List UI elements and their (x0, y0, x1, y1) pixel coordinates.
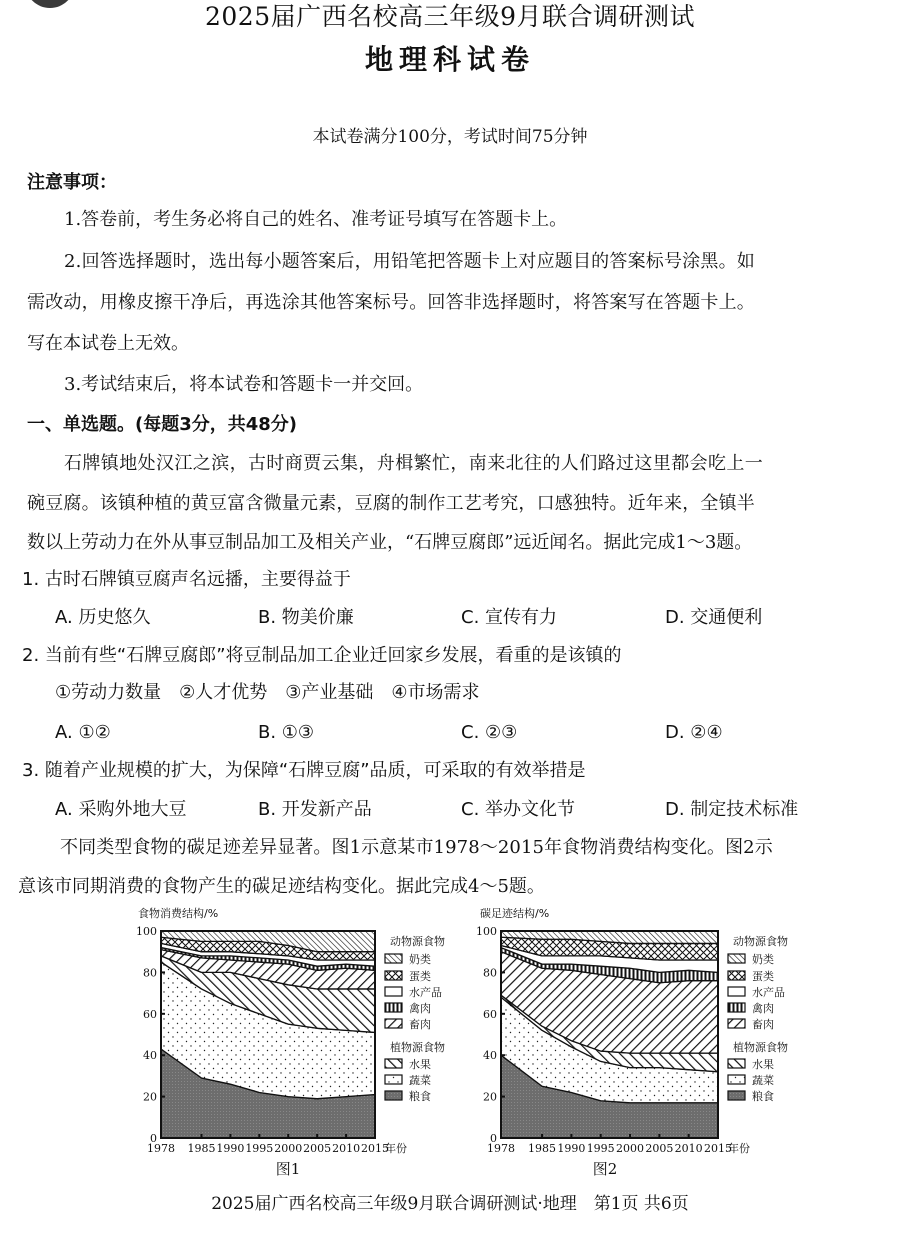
q2-option-b[interactable]: B. ①③ (258, 722, 315, 743)
legend-heading-plant: 植物源食物 (390, 1041, 445, 1054)
x-tick-label: 2015 (704, 1142, 732, 1155)
chart-figure-2 (476, 906, 788, 1178)
legend-swatch-grain (385, 1091, 402, 1100)
x-tick-label: 2010 (332, 1142, 361, 1155)
x-tick-label: 1995 (245, 1142, 274, 1155)
y-tick-label: 20 (143, 1090, 157, 1104)
figure-caption: 图2 (592, 1160, 618, 1178)
legend-label-fruit: 水果 (409, 1058, 431, 1071)
question-1-stem: 1. 古时石牌镇豆腐声名远播，主要得益于 (22, 569, 351, 590)
x-tick-label: 1978 (147, 1142, 175, 1155)
legend-heading-plant: 植物源食物 (733, 1041, 788, 1054)
exam-title: 2025届广西名校高三年级9月联合调研测试 (204, 2, 696, 31)
question-2-stem: 2. 当前有些“石牌豆腐郎”将豆制品加工企业迁回家乡发展，看重的是该镇的 (22, 645, 622, 666)
passage-1-line-3: 数以上劳动力在外从事豆制品加工及相关产业，“石牌豆腐郎”远近闻名。据此完成1～3题。 (27, 532, 753, 553)
legend-swatch-milk (385, 954, 402, 963)
legend-heading-animal: 动物源食物 (390, 935, 445, 948)
x-tick-label: 2015 (361, 1142, 389, 1155)
q2-option-c[interactable]: C. ②③ (461, 722, 518, 743)
notice-item-3: 3.考试结束后，将本试卷和答题卡一并交回。 (64, 374, 424, 395)
page-footer: 2025届广西名校高三年级9月联合调研测试·地理 第1页 共6页 (211, 1194, 689, 1214)
y-tick-label: 80 (483, 966, 497, 980)
x-tick-label: 2010 (674, 1142, 703, 1155)
y-axis-title: 食物消费结构/% (138, 907, 219, 920)
legend-label-vegetable: 蔬菜 (409, 1074, 431, 1087)
q3-option-b[interactable]: B. 开发新产品 (258, 799, 372, 820)
y-tick-label: 60 (483, 1007, 497, 1021)
y-tick-label: 100 (136, 925, 157, 938)
legend-swatch-grain (728, 1091, 745, 1100)
notice-item-1: 1.答卷前，考生务必将自己的姓名、准考证号填写在答题卡上。 (64, 209, 568, 230)
legend-swatch-livestock (385, 1019, 402, 1028)
question-3-stem: 3. 随着产业规模的扩大，为保障“石牌豆腐”品质，可采取的有效举措是 (22, 760, 586, 781)
exam-info: 本试卷满分100分，考试时间75分钟 (312, 127, 588, 147)
legend-swatch-aquatic (385, 987, 402, 996)
notice-heading: 注意事项： (27, 172, 117, 193)
q1-option-b[interactable]: B. 物美价廉 (258, 607, 354, 628)
legend-label-grain: 粮食 (752, 1090, 774, 1103)
legend-label-vegetable: 蔬菜 (752, 1074, 774, 1087)
charts-figure (0, 900, 900, 1190)
y-axis-title: 碳足迹结构/% (480, 907, 550, 920)
x-tick-label: 2005 (303, 1142, 332, 1155)
x-axis-title: 年份 (728, 1142, 750, 1155)
legend-swatch-fruit (728, 1059, 745, 1068)
legend-swatch-poultry (385, 1003, 402, 1012)
y-tick-label: 20 (483, 1090, 497, 1104)
legend-swatch-aquatic (728, 987, 745, 996)
legend-label-aquatic: 水产品 (409, 986, 442, 999)
q2-option-d[interactable]: D. ②④ (665, 722, 723, 743)
legend-label-aquatic: 水产品 (752, 986, 785, 999)
legend-label-fruit: 水果 (752, 1058, 774, 1071)
y-tick-label: 80 (143, 966, 157, 980)
question-2-choices: ①劳动力数量 ②人才优势 ③产业基础 ④市场需求 (55, 682, 480, 703)
x-tick-label: 2000 (274, 1142, 303, 1155)
legend-swatch-livestock (728, 1019, 745, 1028)
x-tick-label: 1990 (557, 1142, 586, 1155)
y-tick-label: 0 (490, 1132, 497, 1145)
x-tick-label: 2000 (616, 1142, 645, 1155)
legend-label-poultry: 禽肉 (752, 1002, 774, 1015)
chart-figure-1 (136, 906, 445, 1178)
x-tick-label: 1990 (216, 1142, 245, 1155)
passage-2-line-2: 意该市同期消费的食物产生的碳足迹结构变化。据此完成4～5题。 (18, 876, 545, 897)
legend-swatch-vegetable (385, 1075, 402, 1084)
q2-option-a[interactable]: A. ①② (55, 722, 111, 743)
passage-1-line-1: 石牌镇地处汉江之滨，古时商贾云集，舟楫繁忙，南来北往的人们路过这里都会吃上一 (64, 453, 764, 474)
x-axis-title: 年份 (385, 1142, 407, 1155)
y-tick-label: 100 (476, 925, 497, 938)
legend-swatch-fruit (385, 1059, 402, 1068)
q3-option-c[interactable]: C. 举办文化节 (461, 799, 576, 820)
legend-label-egg: 蛋类 (409, 970, 431, 983)
x-tick-label: 2005 (645, 1142, 674, 1155)
x-tick-label: 1995 (586, 1142, 615, 1155)
y-tick-label: 40 (143, 1049, 157, 1063)
passage-1-line-2: 碗豆腐。该镇种植的黄豆富含微量元素，豆腐的制作工艺考究，口感独特。近年来，全镇半 (27, 493, 755, 514)
q3-option-d[interactable]: D. 制定技术标准 (665, 799, 799, 820)
y-tick-label: 60 (143, 1007, 157, 1021)
legend-label-livestock: 畜肉 (752, 1018, 774, 1031)
subject-title: 地理科试卷 (364, 43, 535, 76)
legend-swatch-poultry (728, 1003, 745, 1012)
legend-label-grain: 粮食 (409, 1090, 431, 1103)
q1-option-a[interactable]: A. 历史悠久 (55, 607, 151, 628)
q1-option-d[interactable]: D. 交通便利 (665, 607, 763, 628)
legend-swatch-vegetable (728, 1075, 745, 1084)
x-tick-label: 1985 (528, 1142, 557, 1155)
y-tick-label: 0 (150, 1132, 157, 1145)
notice-item-2-cont: 需改动，用橡皮擦干净后，再选涂其他答案标号。回答非选择题时，将答案写在答题卡上。 (27, 292, 755, 313)
legend-label-milk: 奶类 (409, 953, 431, 966)
x-tick-label: 1978 (487, 1142, 515, 1155)
legend-swatch-egg (728, 971, 745, 980)
q3-option-a[interactable]: A. 采购外地大豆 (55, 799, 187, 820)
legend-heading-animal: 动物源食物 (733, 935, 788, 948)
section-heading: 一、单选题。(每题3分，共48分) (27, 414, 298, 435)
y-tick-label: 40 (483, 1049, 497, 1063)
legend-label-egg: 蛋类 (752, 970, 774, 983)
passage-2-line-1: 不同类型食物的碳足迹差异显著。图1示意某市1978～2015年食物消费结构变化。图2示 (60, 837, 773, 858)
x-tick-label: 1985 (187, 1142, 216, 1155)
figure-caption: 图1 (275, 1160, 301, 1178)
legend-swatch-egg (385, 971, 402, 980)
notice-item-2-cont2: 写在本试卷上无效。 (27, 333, 189, 354)
legend-swatch-milk (728, 954, 745, 963)
legend-label-livestock: 畜肉 (409, 1018, 431, 1031)
legend-label-poultry: 禽肉 (409, 1002, 431, 1015)
legend-label-milk: 奶类 (752, 953, 774, 966)
notice-item-2: 2.回答选择题时，选出每小题答案后，用铅笔把答题卡上对应题目的答案标号涂黑。如 (64, 251, 755, 272)
q1-option-c[interactable]: C. 宣传有力 (461, 607, 558, 628)
